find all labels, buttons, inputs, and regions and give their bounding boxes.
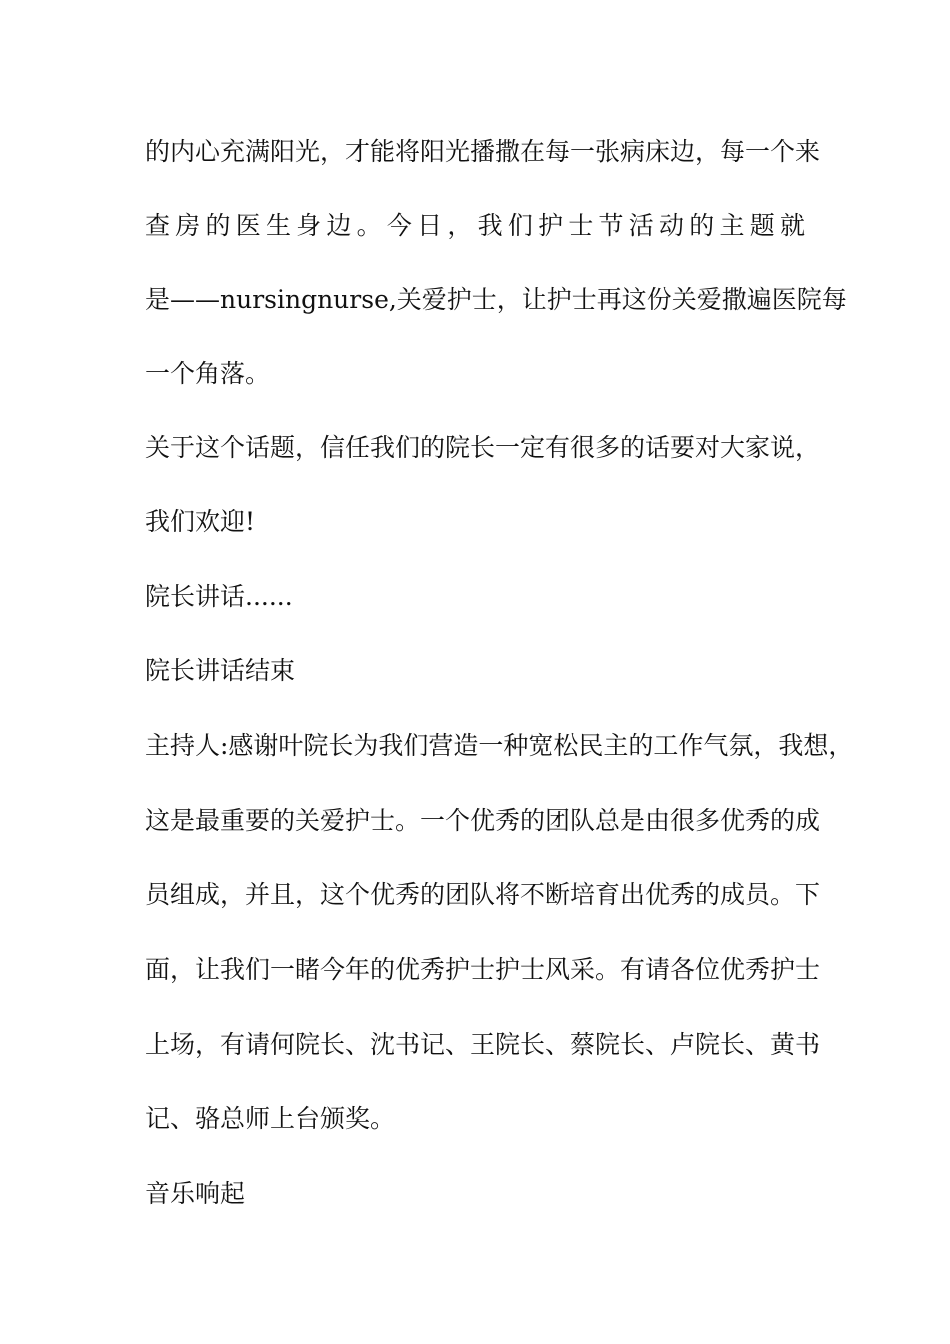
paragraph-line-8: 院长讲话结束 bbox=[145, 656, 296, 685]
paragraph-line-4: 一个角落。 bbox=[145, 359, 271, 388]
paragraph-line-11: 员组成，并且，这个优秀的团队将不断培育出优秀的成员。下 bbox=[145, 880, 821, 909]
paragraph-line-14: 记、骆总师上台颁奖。 bbox=[145, 1104, 396, 1133]
paragraph-line-5: 关于这个话题，信任我们的院长一定有很多的话要对大家说， bbox=[145, 433, 821, 462]
paragraph-line-2: 查房的医生身边。今日，我们护士节活动的主题就 bbox=[145, 211, 805, 240]
paragraph-line-15: 音乐响起 bbox=[145, 1179, 246, 1208]
paragraph-line-9: 主持人:感谢叶院长为我们营造一种宽松民主的工作气氛，我想， bbox=[145, 731, 854, 760]
paragraph-line-13: 上场，有请何院长、沈书记、王院长、蔡院长、卢院长、黄书 bbox=[145, 1030, 821, 1059]
paragraph-line-1: 的内心充满阳光，才能将阳光播撒在每一张病床边，每一个来 bbox=[145, 137, 821, 166]
paragraph-line-3: 是——nursingnurse,关爱护士，让护士再这份关爱撒遍医院每 bbox=[145, 285, 847, 314]
paragraph-line-7: 院长讲话...... bbox=[145, 582, 293, 611]
paragraph-line-10: 这是最重要的关爱护士。一个优秀的团队总是由很多优秀的成 bbox=[145, 806, 821, 835]
paragraph-line-12: 面，让我们一睹今年的优秀护士护士风采。有请各位优秀护士 bbox=[145, 955, 821, 984]
paragraph-line-6: 我们欢迎! bbox=[145, 507, 256, 536]
